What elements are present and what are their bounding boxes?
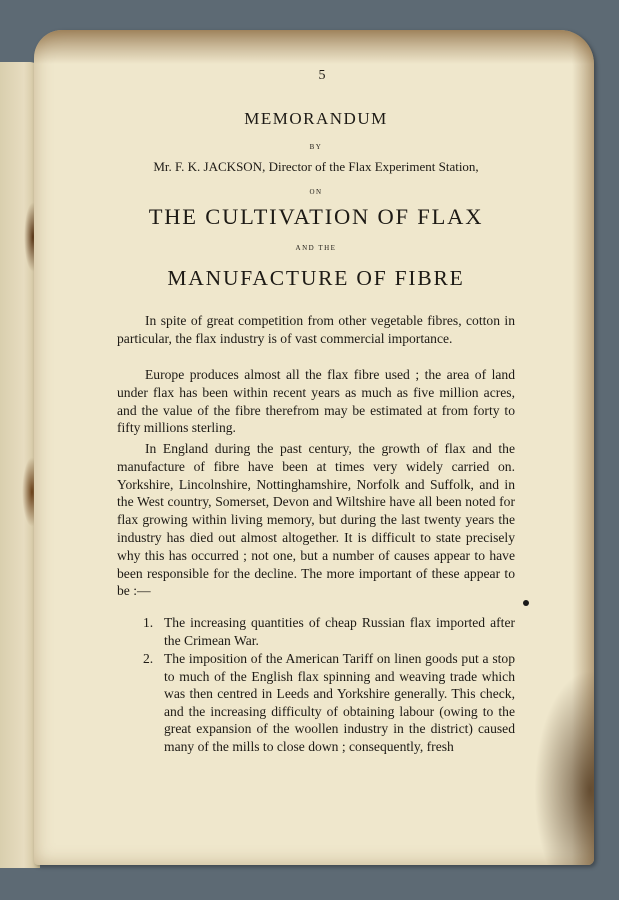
and-the-label: AND THE [295,244,337,252]
list-item-number: 1. [143,615,154,630]
title-line-1: THE CULTIVATION OF FLAX [148,204,484,229]
paragraph-text: In spite of great competition from other vegetable fibres, cotton in particular, the flax industry is of vast commercial importance. [117,313,515,346]
list-item [143,650,515,756]
list-item-text: The increasing quantities of cheap Russian flax imported after the Crimean War. [164,615,515,648]
title-line-2: MANUFACTURE OF FIBRE [167,266,465,290]
paragraph [117,312,515,348]
burn-mark [534,670,594,865]
author-line: Mr. F. K. JACKSON, Director of the Flax Experiment Station, [153,159,479,174]
memorandum-heading: MEMORANDUM [244,109,388,128]
list-item [143,614,515,649]
by-label: BY [309,143,323,151]
page-edge-shading [34,30,594,64]
paragraph-text: Europe produces almost all the flax fibre used ; the area of land under flax has been within recent years as much as five million acres, and the value of the fibre therefrom may be estimated at from forty to fifty millions sterling. [117,367,515,436]
page-number: 5 [318,68,326,83]
list-item-text: The imposition of the American Tariff on linen goods put a stop to much of the English flax spinning and weaving trade which was then centred in Leeds and Yorkshire generally. This check, and the increasing difficulty of obtaining labour (owing to the great expansion of the woollen industry in the district) caused many of the mills to close down ; consequently, fresh [164,651,515,754]
ink-dot [523,600,529,606]
paragraph [117,440,515,600]
list-item-number: 2. [143,651,154,666]
paragraph [117,366,515,437]
document-page [34,30,594,865]
paragraph-text: In England during the past century, the growth of flax and the manufacture of fibre have been at times very widely carried on. Yorkshire, Lincolnshire, Nottinghamshire, Norfolk and Suffolk, and in the West country, Somerset, Devon and Wiltshire have all been noted for flax growing within living memory, but during the last twenty years the industry has died out almost altogether. It is difficult to state precisely why this has occurred ; not one, but a number of causes appear to have been responsible for the decline. The more important of these appear to be :— [117,441,515,599]
on-label: ON [309,188,323,196]
